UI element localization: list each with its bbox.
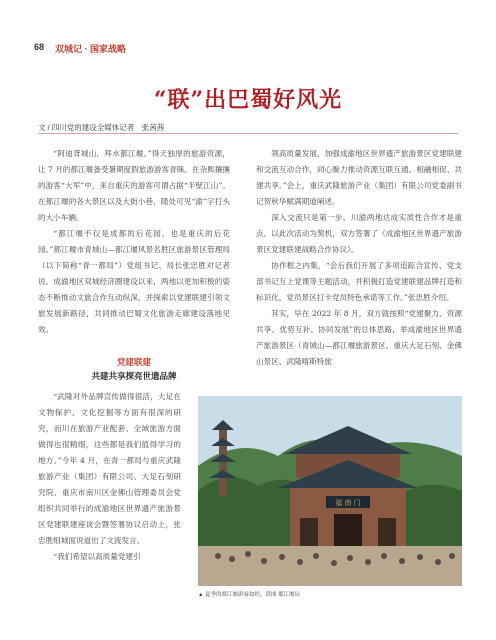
article-photo <box>198 396 462 586</box>
paragraph: 领高质量发展，加强成渝地区世界遗产旅游景区党建联建和交流互动合作，同心聚力推动资源互联互通、相融相促、共建共享。”会上，重庆武隆旅游产业（集团）有限公司党委副书记贺秋华赋满期道阐述。 <box>256 149 462 206</box>
subheading-line2: 共建共享探亮世遗品牌 <box>91 371 177 381</box>
byline: 文 / 四川党的建设全媒体记者 张茜茜 <box>38 123 165 132</box>
title-divider <box>38 133 458 134</box>
paragraph: 其实，早在 2022 年 8 月，双方就按照“党建聚力、资源共享、优势互补、协同发展”的总体思路，举成渝地区世界遗产旅游景区（青城山—都江堰旅游景区、重庆大足石刻、金佛山景区、武隆喀斯特旅 <box>256 309 462 366</box>
paragraph: 深入交流只是第一步，川渝两地达成实质性合作才是重点。以此次活动为契机，双方签署了《成渝地区世界遗产旅游景区党建联建战略合作协议》。 <box>256 213 462 254</box>
paragraph: “阿迪背城山，拜水都江堰。”得天独厚的旅游资源，让 7 月的都江堰备受暑期度假旅游游客青睐。在杂熙攘攘的游客“大军”中，来自重庆的游客可谓占据“半壁江山”。在都江堰的各大景区以及大街小巷，随处可见“渝”字打头的大小车辆。 <box>38 149 230 222</box>
article-title: “联”出巴蜀好风光 <box>153 87 343 113</box>
section-title: 双城记 · 国家战略 <box>55 44 126 54</box>
photo-illustration <box>198 396 462 586</box>
paragraph: “都江堰不仅是成都的后花园，也是重庆的后花园。”都江堰市青城山—都江堰风景名胜区旅游景区管理局（以下简称“青一都局”）党组书记、局长张忠胜对记者说。成渝地区双城经济圈建设以来，两地以更加积极的姿态不断推动文旅合作互动纵深，并探索以党建联建引领文旅发展新路径，共同推动巴蜀文化旅游走廊建设落地见效。 <box>38 229 230 334</box>
paragraph: “我们希望以高质量党建引 <box>53 552 141 561</box>
photo-caption: ▲ 夏季的都江堰游客如织，供图 都江堰局 <box>198 592 301 598</box>
column-1 <box>38 146 230 338</box>
paragraph: 协作框之内集，“会后我们开展了多项追踪合宣传、党支部书记互上党课等主题活动，并积极打造党建联建品牌打造和标识化，党员景区打卡党员特色承诺等工作。”张忠胜介绍。 <box>256 261 462 302</box>
gate-sign: 福 南 门 <box>335 499 361 507</box>
column-1-lower <box>38 389 181 565</box>
paragraph: “武隆对外品牌宣传做得很活，大足在文物保护、文化挖掘等方面有很深的研究，而川在旅游产业配套、全域旅游方面做得也很精细，这些都是我们值得学习的地方。”今年 4 月，在青一都局与重庆武隆旅游产业（集团）有限公司、大足石刻研究院、重庆市南川区金佛山管理委员会党组织共同举行的成渝地区世界遗产旅游景区党建联建座谈会暨签署协议启动上，张忠胜组城面说道出了文流发言。 <box>38 392 181 545</box>
plaza <box>198 546 462 586</box>
subheading <box>38 355 230 383</box>
page-number: 68 <box>34 42 45 52</box>
subheading-line1: 党建联建 <box>116 357 151 367</box>
column-2 <box>256 146 462 370</box>
